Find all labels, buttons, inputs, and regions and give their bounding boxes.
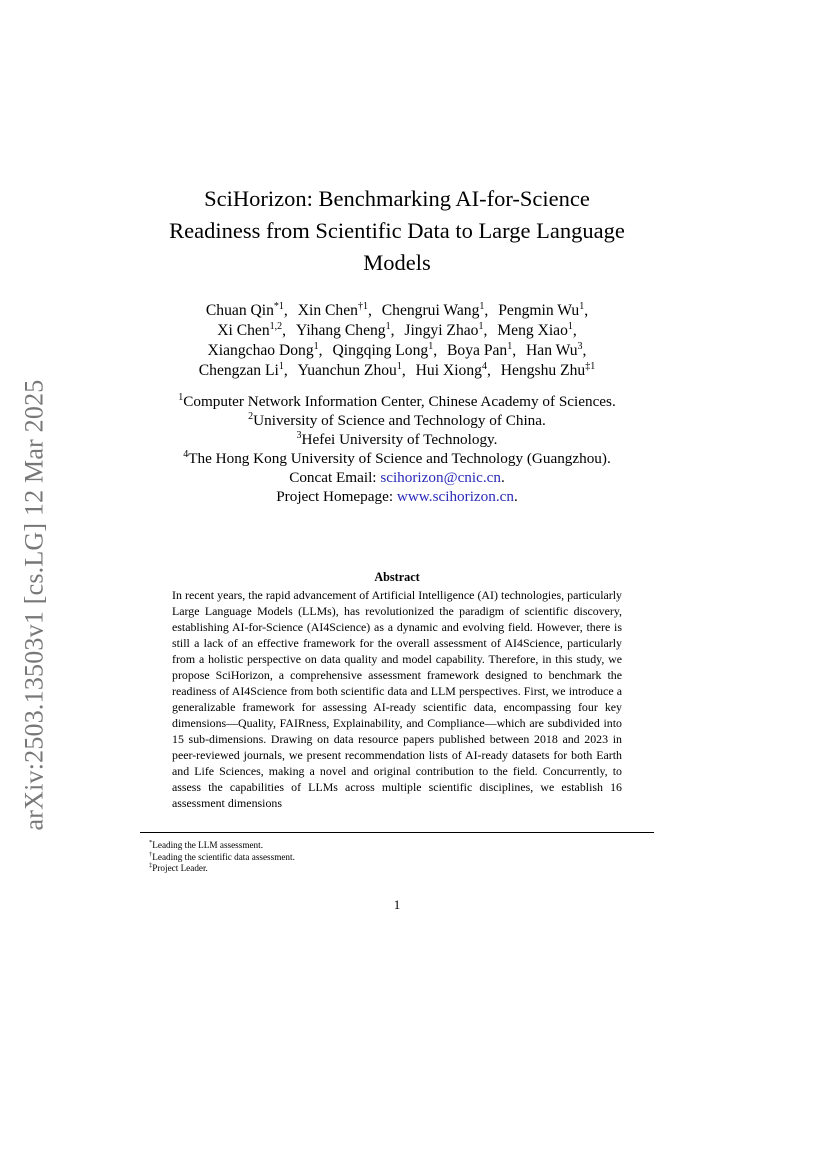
affiliation-mark: 3: [296, 430, 302, 441]
affiliation-list: [140, 392, 654, 506]
title-line: Models: [363, 250, 431, 275]
email-link[interactable]: scihorizon@cnic.cn: [380, 469, 501, 486]
author-name: Xin Chen: [297, 302, 358, 319]
author-name: Yihang Cheng: [295, 322, 386, 339]
page-number: 1: [393, 897, 401, 912]
author-name: Qingqing Long: [332, 342, 429, 359]
author-affiliation-mark: 1: [479, 301, 485, 312]
affiliation: [140, 449, 654, 468]
footnote-mark: ‡: [149, 862, 153, 869]
author: Yuanchun Zhou$^1$,: [297, 361, 406, 379]
affiliation: [140, 430, 654, 449]
affiliation-text: University of Science and Technology of China.: [253, 412, 546, 429]
author-affiliation-mark: 1: [428, 341, 434, 352]
author-affiliation-mark: †1: [357, 301, 368, 312]
arxiv-identifier-stamp: [12, 360, 56, 850]
author-affiliation-mark: 1: [478, 321, 484, 332]
author-name: Xi Chen: [217, 322, 270, 339]
affiliation: [140, 392, 654, 411]
email-label: Concat Email:: [289, 469, 381, 486]
author-name: Meng Xiao: [497, 322, 568, 339]
author-affiliation-mark: 1: [385, 321, 391, 332]
author: Chuan Qin$^{*1}$,: [205, 301, 288, 319]
affiliation-text: Hefei University of Technology.: [301, 431, 498, 448]
title-line: Readiness from Scientific Data to Large Language: [169, 218, 625, 243]
punctuation: .: [501, 469, 505, 486]
author: Qingqing Long$^1$,: [332, 341, 438, 359]
author-affiliation-mark: *1: [273, 301, 284, 312]
author-affiliation-mark: 1: [507, 341, 513, 352]
author: Chengzan Li$^1$,: [198, 361, 288, 379]
author-name: Chuan Qin: [205, 302, 274, 319]
author-line: [150, 361, 644, 381]
author: Meng Xiao$^1$,: [497, 321, 577, 339]
author-name: Chengzan Li: [198, 362, 279, 379]
author: Pengmin Wu$^1$,: [498, 301, 589, 319]
author-affiliation-mark: 3: [577, 341, 583, 352]
author: Hui Xiong$^4$,: [415, 361, 491, 379]
paper-title: [150, 183, 644, 279]
affiliation-text: Computer Network Information Center, Chinese Academy of Sciences.: [183, 393, 616, 410]
punctuation: .: [513, 488, 518, 505]
footnote-text: Project Leader.: [152, 863, 208, 873]
author: Han Wu$^3$,: [526, 341, 587, 359]
author-name: Chengrui Wang: [381, 302, 480, 319]
author-affiliation-mark: 1: [396, 361, 402, 372]
author-name: Yuanchun Zhou: [297, 362, 397, 379]
affiliation-mark: 1: [178, 392, 184, 403]
title-line: SciHorizon: Benchmarking AI-for-Science: [204, 186, 590, 211]
author: Xiangchao Dong$^1$,: [207, 341, 323, 359]
affiliation: [140, 411, 654, 430]
author-name: Hengshu Zhu: [500, 362, 586, 379]
author: Chengrui Wang$^1$,: [381, 301, 489, 319]
author-affiliation-mark: 4: [481, 361, 487, 372]
footnote-mark: *: [149, 839, 153, 846]
author-line: [150, 321, 644, 341]
footnote-rule: [140, 832, 654, 833]
abstract-heading: Abstract: [374, 570, 420, 584]
author-name: Jingyi Zhao: [404, 322, 479, 339]
author-name: Xiangchao Dong: [207, 342, 314, 359]
author: Boya Pan$^1$,: [447, 341, 517, 359]
author: Jingyi Zhao$^1$,: [404, 321, 488, 339]
contact-email-line: [140, 468, 654, 487]
author: Xin Chen$^{\dagger 1}$,: [297, 301, 372, 319]
footnote-text: Leading the scientific data assessment.: [152, 851, 295, 862]
author: Yihang Cheng$^1$,: [295, 321, 395, 339]
author-name: Pengmin Wu: [498, 302, 580, 319]
author-affiliation-mark: 1,2: [269, 321, 283, 332]
author: Xi Chen$^{1,2}$,: [217, 321, 287, 339]
author-name: Hui Xiong: [415, 362, 482, 379]
author-line: [150, 341, 644, 361]
footnote-text: Leading the LLM assessment.: [152, 840, 263, 850]
arxiv-id-text: arXiv:2503.13503v1 [cs.LG] 12 Mar 2025: [19, 379, 49, 831]
author-affiliation-mark: 1: [567, 321, 573, 332]
footnotes: [149, 840, 649, 875]
affiliation-mark: 2: [248, 411, 254, 422]
footnote-mark: †: [149, 850, 153, 858]
footnote: [149, 852, 649, 864]
affiliation-text: The Hong Kong University of Science and Technology (Guangzhou).: [188, 450, 611, 467]
footnote: [149, 840, 649, 852]
footnote: [149, 863, 649, 875]
project-homepage-line: [140, 487, 654, 506]
homepage-link[interactable]: www.scihorizon.cn: [396, 488, 514, 505]
author-affiliation-mark: 1: [579, 301, 585, 312]
abstract-text: In recent years, the rapid advancement of Artificial Intelligence (AI) technologies, particularly Large Language Models (LLMs), has revolutionized the paradigm of scientific discovery, establishing AI-for-Science (AI4Science) as a dynamic and evolving field. However, there is still a lack of an effective framework for the overall assessment of AI4Science, particularly from a holistic perspective on data quality and model capability. Therefore, in this study, we propose SciHorizon, a comprehensive assessment framework designed to benchmark the readiness of AI4Science from both scientific data and LLM perspectives. First, we introduce a generalizable framework for assessing AI-ready scientific data, encompassing four key dimensions—Quality, FAIRness, Explainability, and Compliance—which are subdivided into 15 sub-dimensions. Drawing on data resource papers published between 2018 and 2023 in peer-reviewed journals, we present recommendation lists of AI-ready datasets for both Earth and Life Sciences, making a novel and original contribution to the field. Concurrently, to assess the capabilities of LLMs across multiple scientific disciplines, we establish 16 assessment dimensions: [172, 588, 622, 810]
homepage-label: Project Homepage:: [276, 488, 397, 505]
author-name: Boya Pan: [447, 342, 508, 359]
author-name: Han Wu: [526, 342, 578, 359]
author: [501, 362, 595, 379]
author-affiliation-mark: 1: [278, 361, 284, 372]
author-list: [150, 301, 644, 381]
author-line: [150, 301, 644, 321]
affiliation-mark: 4: [183, 449, 189, 460]
author-affiliation-mark: ‡1: [585, 361, 596, 372]
author-affiliation-mark: 1: [313, 341, 319, 352]
